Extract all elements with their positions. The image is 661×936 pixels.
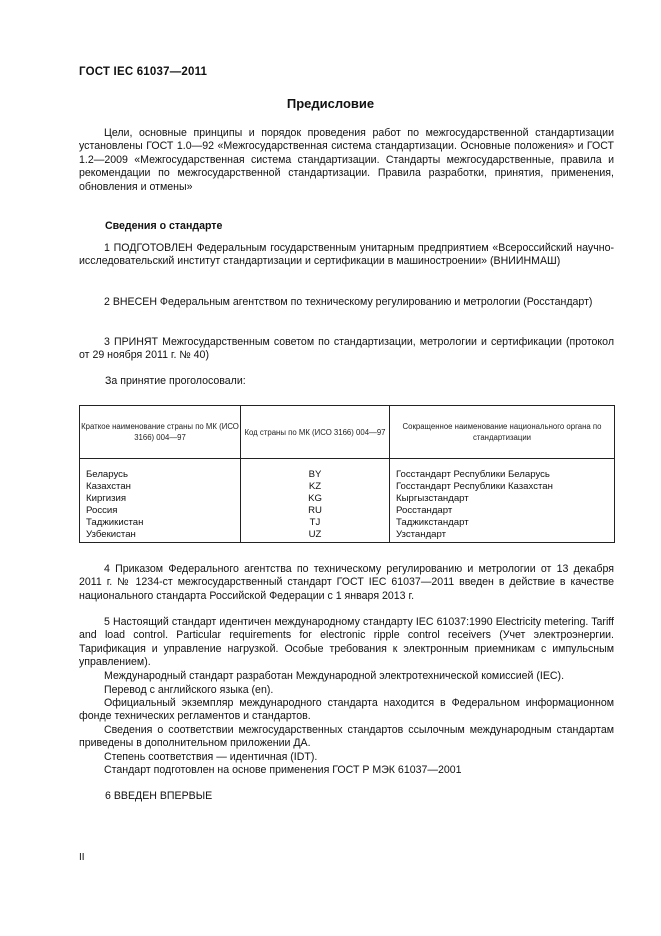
table-cell-code: TJ	[309, 517, 321, 528]
item-5-note-a	[79, 670, 614, 683]
intro-text: Цели, основные принципы и порядок проведения работ по межгосударственной стандартизации установлены ГОСТ 1.0—92 «Межгосударственная система стандартизации. Основные положения» и ГОСТ 1.2—2009 «Межгосударственная система стандартизации. Стандарты межгосударственные, правила и рекомендации по межгосударственной стандартизации. Правила разработки, принятия, применения, обновления и отмены»	[79, 127, 614, 193]
section-title: Сведения о стандарте	[105, 220, 223, 232]
table-cell-code: RU	[308, 505, 322, 516]
intro-paragraph	[79, 127, 614, 194]
table-cell-country: Киргизия	[86, 493, 127, 504]
item-4-text: 4 Приказом Федерального агентства по техническому регулированию и метрологии от 13 декабря 2011 г. № 1234-ст межгосударственный стандарт ГОСТ IEC 61037—2011 введен в действие в качестве национального стандарта Российской Федерации с 1 января 2013 г.	[79, 563, 614, 602]
voting-table	[79, 405, 615, 543]
table-header-body: Сокращенное наименование национального органа по стандартизации	[390, 406, 615, 459]
table-col-body	[390, 459, 615, 543]
item-3-text: 3 ПРИНЯТ Межгосударственным советом по стандартизации, метрологии и сертификации (протокол от 29 ноября 2011 г. № 40)	[79, 336, 614, 362]
table-cell-country: Казахстан	[86, 481, 131, 492]
item-5-note-d	[79, 724, 614, 751]
item-5-note-a-text: Международный стандарт разработан Международной электротехнической комиссией (IEC).	[104, 670, 565, 682]
table-col-country	[80, 459, 241, 543]
table-cell-body: Росстандарт	[396, 505, 453, 516]
item-6: 6 ВВЕДЕН ВПЕРВЫЕ	[105, 790, 213, 802]
item-1-text: 1 ПОДГОТОВЛЕН Федеральным государственным унитарным предприятием «Всероссийский научно-исследовательский институт стандартизации и сертификации в машиностроении» (ВНИИНМАШ)	[79, 242, 614, 268]
item-5-note-e-text: Степень соответствия — идентичная (IDT).	[104, 751, 318, 763]
table-cell-body: Кыргызстандарт	[396, 493, 469, 504]
table-cell-country: Узбекистан	[86, 529, 136, 540]
item-4	[79, 563, 614, 603]
item-2-text: 2 ВНЕСЕН Федеральным агентством по техническому регулированию и метрологии (Росстандарт)	[104, 296, 593, 308]
item-5-text: 5 Настоящий стандарт идентичен международному стандарту IEC 61037:1990 Electricity metering. Tariff and load control. Particular requirements for electronic ripple control receivers (Учет электроэнергии. Тарификация и управление нагрузкой. Особые требования к электронным приемникам с импульсным управлением).	[79, 616, 614, 669]
item-5-note-f	[79, 764, 614, 777]
page-number: II	[79, 852, 85, 863]
table-header-code: Код страны по МК (ИСО 3166) 004—97	[241, 406, 390, 459]
table-cell-country: Россия	[86, 505, 118, 516]
table-cell-country: Таджикистан	[86, 517, 144, 528]
document-header: ГОСТ IEC 61037—2011	[79, 66, 208, 78]
table-cell-country: Беларусь	[86, 469, 128, 480]
table-cell-code: BY	[308, 469, 322, 480]
table-header-country: Краткое наименование страны по МК (ИСО 3166) 004—97	[80, 406, 241, 459]
table-col-code	[241, 459, 390, 543]
item-3	[79, 336, 614, 363]
item-5-note-b	[79, 684, 614, 697]
item-2	[79, 296, 614, 309]
table-cell-body: Узстандарт	[396, 529, 447, 540]
table-cell-code: KG	[308, 493, 322, 504]
item-5-note-d-text: Сведения о соответствии межгосударственных стандартов ссылочным международным стандартам приведены в дополнительном приложении ДА.	[79, 724, 614, 750]
item-5-note-b-text: Перевод с английского языка (en).	[104, 684, 274, 696]
item-5-note-c-text: Официальный экземпляр международного стандарта находится в Федеральном информационном фонде технических регламентов и стандартов.	[79, 697, 614, 723]
page-title: Предисловие	[286, 96, 375, 111]
item-5-note-c	[79, 697, 614, 724]
item-1	[79, 242, 614, 269]
table-cell-body: Госстандарт Республики Казахстан	[396, 481, 553, 492]
item-5	[79, 616, 614, 670]
item-5-note-f-text: Стандарт подготовлен на основе применения ГОСТ Р МЭК 61037—2001	[104, 764, 462, 776]
table-cell-code: KZ	[308, 481, 322, 492]
vote-label: За принятие проголосовали:	[105, 375, 246, 387]
item-5-note-e	[79, 751, 614, 764]
table-cell-body: Таджикстандарт	[396, 517, 469, 528]
table-cell-code: UZ	[308, 529, 322, 540]
table-cell-body: Госстандарт Республики Беларусь	[396, 469, 550, 480]
